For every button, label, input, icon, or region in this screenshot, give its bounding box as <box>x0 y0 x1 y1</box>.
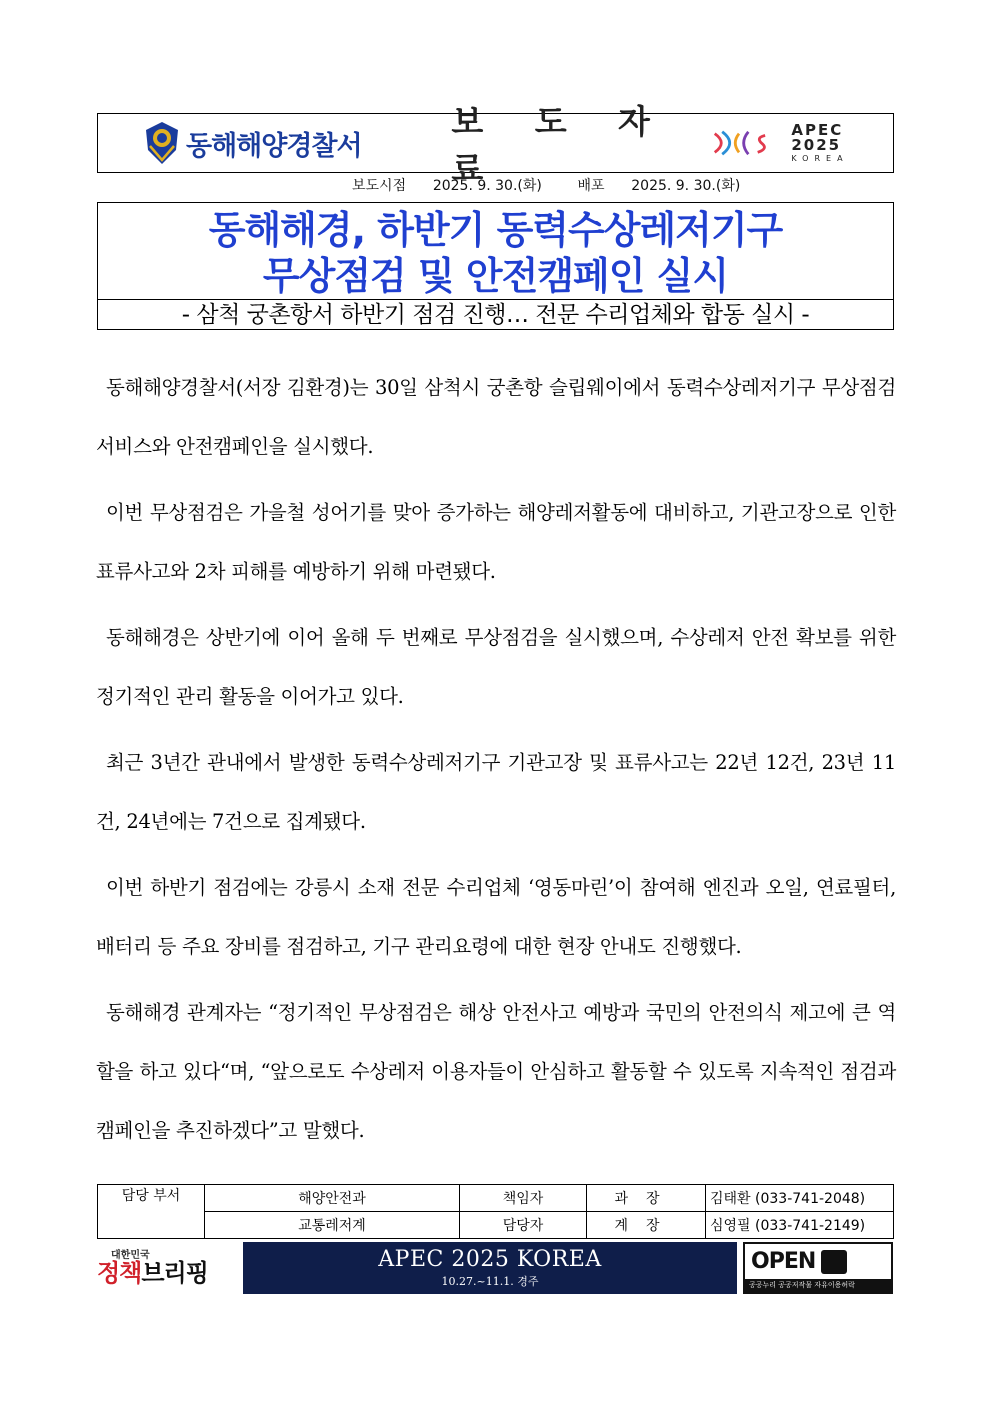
open-sub: 공공누리 공공저작물 자유이용허락 <box>745 1279 891 1292</box>
paragraph-text: 최근 3년간 관내에서 발생한 동력수상레저기구 기관고장 및 표류사고는 22년 12건, 23년 11건, 24년에는 7건으로 집계됐다. <box>96 751 896 833</box>
release-time-value: 2025. 9. 30.(화) <box>432 178 542 194</box>
paragraph <box>96 983 896 1160</box>
distribution-value: 2025. 9. 30.(화) <box>631 178 741 194</box>
article-body <box>96 358 896 1167</box>
headline <box>98 207 893 299</box>
policy-briefing-word-b: 브리핑 <box>141 1259 208 1287</box>
policy-briefing-small: 대한민국 <box>111 1250 150 1261</box>
policy-briefing-logo <box>97 1251 237 1285</box>
role-label: 담당자 <box>460 1212 587 1239</box>
paragraph-text: 이번 하반기 점검에는 강릉시 소재 전문 수리업체 ‘영동마린’이 참여해 엔진과 오일, 연료필터, 배터리 등 주요 장비를 점검하고, 기구 관리요령에 대한 현장 안내도 진행했다. <box>96 876 896 958</box>
dept-name: 해양안전과 <box>205 1185 460 1212</box>
paragraph <box>96 358 896 476</box>
paragraph-text: 이번 무상점검은 가을철 성어기를 맞아 증가하는 해양레저활동에 대비하고, 기관고장으로 인한 표류사고와 2차 피해를 예방하기 위해 마련됐다. <box>96 501 896 583</box>
doc-type-title: 보 도 자 료 <box>451 102 670 188</box>
open-text: OPEN <box>751 1249 816 1274</box>
paragraph <box>96 858 896 976</box>
paragraph-text: 동해해경은 상반기에 이어 올해 두 번째로 무상점검을 실시했으며, 수상레저 안전 확보를 위한 정기적인 관리 활동을 이어가고 있다. <box>96 626 896 708</box>
contact-person: 심영필 (033-741-2149) <box>706 1212 894 1239</box>
position: 계장 <box>587 1212 706 1239</box>
paragraph <box>96 608 896 726</box>
apec-sub: KOREA <box>791 154 849 163</box>
subheadline: - 삼척 궁촌항서 하반기 점검 진행… 전문 수리업체와 합동 실시 - <box>98 299 893 330</box>
apec-swirl-icon <box>711 125 786 161</box>
apec-title: APEC 2025 <box>791 121 844 154</box>
headline-line-1: 동해해경, 하반기 동력수상레저기구 <box>208 208 783 252</box>
headline-line-2: 무상점검 및 안전캠페인 실시 <box>262 254 729 298</box>
paragraph <box>96 733 896 851</box>
banner-date: 10.27.~11.1. 경주 <box>441 1275 539 1288</box>
apec-logo <box>711 123 893 163</box>
paragraph-text: 동해해경 관계자는 “정기적인 무상점검은 해상 안전사고 예방과 국민의 안전의식 제고에 큰 역할을 하고 있다“며, “앞으로도 수상레저 이용자들이 안심하고 활동할 수 있도록 지속적인 점검과 캠페인을 추진하겠다”고 말했다. <box>96 1001 896 1142</box>
headline-box <box>97 202 894 330</box>
contact-table <box>97 1184 894 1239</box>
team-name: 교통레저계 <box>205 1212 460 1239</box>
attribution-icon <box>821 1250 847 1274</box>
policy-briefing-word-a: 정책 <box>97 1259 142 1287</box>
contact-person: 김태환 (033-741-2048) <box>706 1185 894 1212</box>
dept-label: 담당 부서 <box>98 1185 205 1239</box>
banner-title: APEC 2025 KOREA <box>378 1247 602 1272</box>
paragraph <box>96 483 896 601</box>
paragraph-text: 동해해양경찰서(서장 김환경)는 30일 삼척시 궁촌항 슬립웨이에서 동력수상레저기구 무상점검 서비스와 안전캠페인을 실시했다. <box>96 376 896 458</box>
footer <box>97 1240 894 1296</box>
distribution-label: 배포 <box>577 178 605 194</box>
release-info <box>352 175 740 195</box>
org-logo <box>142 120 385 166</box>
position: 과장 <box>587 1185 706 1212</box>
org-name: 동해해양경찰서 <box>186 130 362 162</box>
apec-banner <box>243 1242 737 1294</box>
role-label: 책임자 <box>460 1185 587 1212</box>
release-time-label: 보도시점 <box>352 178 407 194</box>
kogl-open-badge <box>743 1242 893 1294</box>
coast-guard-emblem-icon <box>142 120 182 166</box>
